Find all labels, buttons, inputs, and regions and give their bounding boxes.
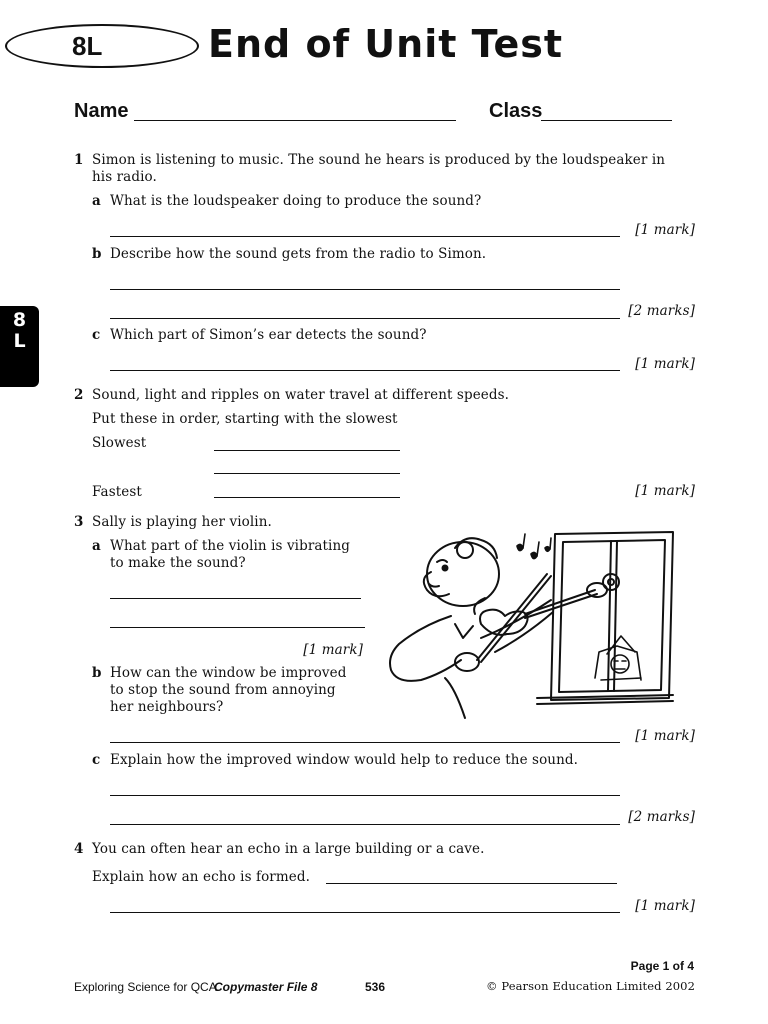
name-field[interactable] — [134, 120, 456, 121]
q1b-answer-line-1[interactable] — [110, 289, 620, 290]
q3b-label: b — [92, 665, 102, 681]
q3c-answer-line-1[interactable] — [110, 795, 620, 796]
q1-text-line2: his radio. — [92, 169, 157, 185]
q3c-label: c — [92, 752, 101, 768]
q3b-text-line3: her neighbours? — [110, 699, 224, 715]
q3a-text-line1: What part of the violin is vibrating — [110, 538, 351, 554]
name-label: Name — [74, 100, 129, 122]
neighbour-figure — [595, 636, 641, 680]
class-field[interactable] — [541, 120, 672, 121]
q2-instruction: Put these in order, starting with the slowest — [92, 411, 398, 427]
q3c-marks: [2 marks] — [628, 809, 695, 825]
q3a-marks: [1 mark] — [303, 642, 363, 658]
side-tab-letter: L — [13, 330, 26, 352]
q3a-text-line2: to make the sound? — [110, 555, 246, 571]
footer-page-code: 536 — [365, 980, 386, 994]
q1b-text: Describe how the sound gets from the radio to Simon. — [110, 246, 487, 262]
q2-fastest-line[interactable] — [214, 497, 400, 498]
window-frame — [537, 532, 673, 704]
unit-code: 8L — [72, 31, 103, 61]
q3c-text: Explain how the improved window would help to reduce the sound. — [110, 752, 579, 768]
q3b-text-line2: to stop the sound from annoying — [110, 682, 336, 698]
q1-text-line1: Simon is listening to music. The sound he hears is produced by the loudspeaker in — [92, 152, 666, 168]
footer-file: Copymaster File 8 — [214, 980, 318, 994]
music-notes-icon — [517, 534, 551, 559]
q2-marks: [1 mark] — [635, 483, 695, 499]
q3b-text-line1: How can the window be improved — [110, 665, 347, 681]
q3a-answer-line-1[interactable] — [110, 598, 361, 599]
q1c-label: c — [92, 327, 101, 343]
q2-slowest-line[interactable] — [214, 450, 400, 451]
q2-fastest-label: Fastest — [92, 484, 142, 500]
q1b-marks: [2 marks] — [628, 303, 695, 319]
q2-middle-line[interactable] — [214, 473, 400, 474]
page-title: End of Unit Test — [208, 22, 564, 66]
q1b-answer-line-2[interactable] — [110, 318, 620, 319]
q1b-label: b — [92, 246, 102, 262]
q4-answer-line-1[interactable] — [326, 883, 617, 884]
q3a-label: a — [92, 538, 101, 554]
q1-number: 1 — [74, 152, 84, 168]
page-number: Page 1 of 4 — [630, 959, 694, 973]
footer-copyright: © Pearson Education Limited 2002 — [486, 979, 695, 993]
q1c-marks: [1 mark] — [635, 356, 695, 372]
q2-slowest-label: Slowest — [92, 435, 147, 451]
class-label: Class — [489, 100, 543, 122]
q1a-answer-line[interactable] — [110, 236, 620, 237]
q3-text: Sally is playing her violin. — [92, 514, 272, 530]
q4-text: You can often hear an echo in a large building or a cave. — [92, 841, 485, 857]
q1a-marks: [1 mark] — [635, 222, 695, 238]
q3b-answer-line[interactable] — [110, 742, 620, 743]
q4-marks: [1 mark] — [635, 898, 695, 914]
footer-series: Exploring Science for QCA — [74, 980, 217, 994]
q4-number: 4 — [74, 841, 84, 857]
q1a-text: What is the loudspeaker doing to produce the sound? — [110, 193, 482, 209]
q1a-label: a — [92, 193, 101, 209]
q2-text: Sound, light and ripples on water travel at different speeds. — [92, 387, 510, 403]
violin-player-illustration — [385, 528, 677, 720]
q3a-answer-line-2[interactable] — [110, 627, 365, 628]
q3-number: 3 — [74, 514, 84, 530]
q4-prompt: Explain how an echo is formed. — [92, 869, 310, 885]
q1c-text: Which part of Simon’s ear detects the sound? — [110, 327, 427, 343]
unit-side-tab — [0, 306, 39, 387]
q3c-answer-line-2[interactable] — [110, 824, 620, 825]
q3b-marks: [1 mark] — [635, 728, 695, 744]
q1c-answer-line[interactable] — [110, 370, 620, 371]
side-tab-number: 8 — [12, 309, 27, 331]
q4-answer-line-2[interactable] — [110, 912, 620, 913]
q2-number: 2 — [74, 387, 84, 403]
